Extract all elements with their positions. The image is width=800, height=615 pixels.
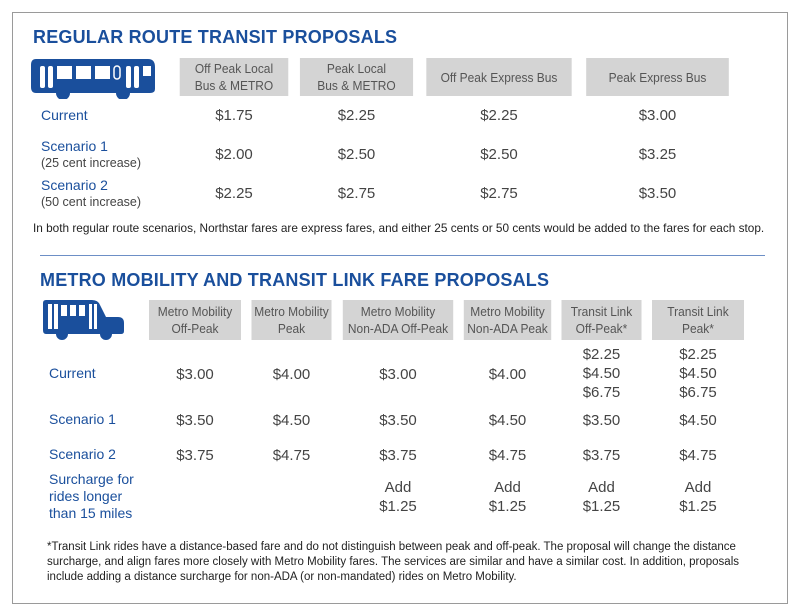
fare-cell: $2.25 [337,107,376,124]
row-label-text: Scenario 2 [41,177,108,193]
section2-footnote: *Transit Link rides have a distance-based fare and do not distinguish between peak and off-peak. The proposal will change the distance surcharge, and align fares more closely with Metro Mobility fares. The services are similar and have a similar cost. In addition, proposals include adding a distance surcharge for non-ADA (or non-mandated) rides on Metro Mobility. [47,541,740,583]
row-label [41,107,88,124]
column-header: Metro Mobility Non-ADA Peak [464,300,551,340]
fare-cell: $2.25 $4.50 $6.75 [582,346,621,401]
row-label [41,177,141,211]
fare-cell: $3.75 [379,447,417,464]
fare-cell: $4.75 [272,447,311,464]
fare-cell: $3.75 [176,447,214,464]
section1-title: REGULAR ROUTE TRANSIT PROPOSALS [33,27,398,47]
row-label: Current [49,365,96,381]
fare-cell: $3.00 [638,107,677,124]
row-label-text: Current [41,107,88,123]
fare-cell: Add $1.25 [379,479,417,515]
row-label-text: Scenario 1 [41,138,108,154]
row-sublabel: (25 cent increase) [41,156,142,170]
fare-cell: $3.50 [582,412,621,429]
fare-cell: $2.50 [480,146,518,163]
fare-cell: Add $1.25 [582,479,621,515]
fare-cell: $3.00 [176,366,214,383]
section1-note: In both regular route scenarios, Northstar fares are express fares, and either 25 cents or 50 cents would be added to the fares for each stop. [33,221,765,235]
column-header: Metro Mobility Non-ADA Off-Peak [343,300,453,340]
row-label: Surcharge for rides longer than 15 miles [49,471,134,521]
row-label [41,138,141,172]
fare-cell: $3.50 [176,412,214,429]
fare-cell: $4.50 [679,412,717,429]
fare-cell: $3.50 [379,412,417,429]
fare-cell: $2.75 [480,185,518,202]
fare-cell: $4.50 [272,412,311,429]
shuttle-van-icon [42,299,126,341]
fare-cell: $2.75 [337,185,376,202]
fare-cell: $2.25 [480,107,518,124]
column-header: Peak Local Bus & METRO [300,58,413,96]
column-header: Off Peak Express Bus [426,58,571,96]
section2-title: METRO MOBILITY AND TRANSIT LINK FARE PROPOSALS [40,270,550,290]
fare-cell: $4.00 [272,366,311,383]
fare-cell: $1.75 [215,107,253,124]
column-header: Off Peak Local Bus & METRO [180,58,289,96]
column-header: Transit Link Peak* [652,300,744,340]
fare-cell: $2.25 [215,185,253,202]
column-header: Peak Express Bus [586,58,729,96]
fare-cell: $3.00 [379,366,417,383]
fare-cell: $2.25 $4.50 $6.75 [679,346,717,401]
fare-cell: $3.25 [638,146,677,163]
fare-cell: $4.75 [679,447,717,464]
section-divider [40,255,765,256]
fare-cell: $2.50 [337,146,376,163]
row-label: Scenario 2 [49,446,116,462]
fare-cell: Add $1.25 [488,479,527,515]
column-header: Metro Mobility Off-Peak [149,300,241,340]
row-label: Scenario 1 [49,411,116,427]
column-header: Transit Link Off-Peak* [561,300,641,340]
fare-cell: $2.00 [215,146,253,163]
fare-cell: $4.00 [488,366,527,383]
fare-cell: $4.75 [488,447,527,464]
fare-cell: $3.75 [582,447,621,464]
row-sublabel: (50 cent increase) [41,195,142,209]
column-header: Metro Mobility Peak [251,300,331,340]
fare-cell: $3.50 [638,185,677,202]
fare-cell: $4.50 [488,412,527,429]
bus-icon [30,57,156,99]
fare-cell: Add $1.25 [679,479,717,515]
